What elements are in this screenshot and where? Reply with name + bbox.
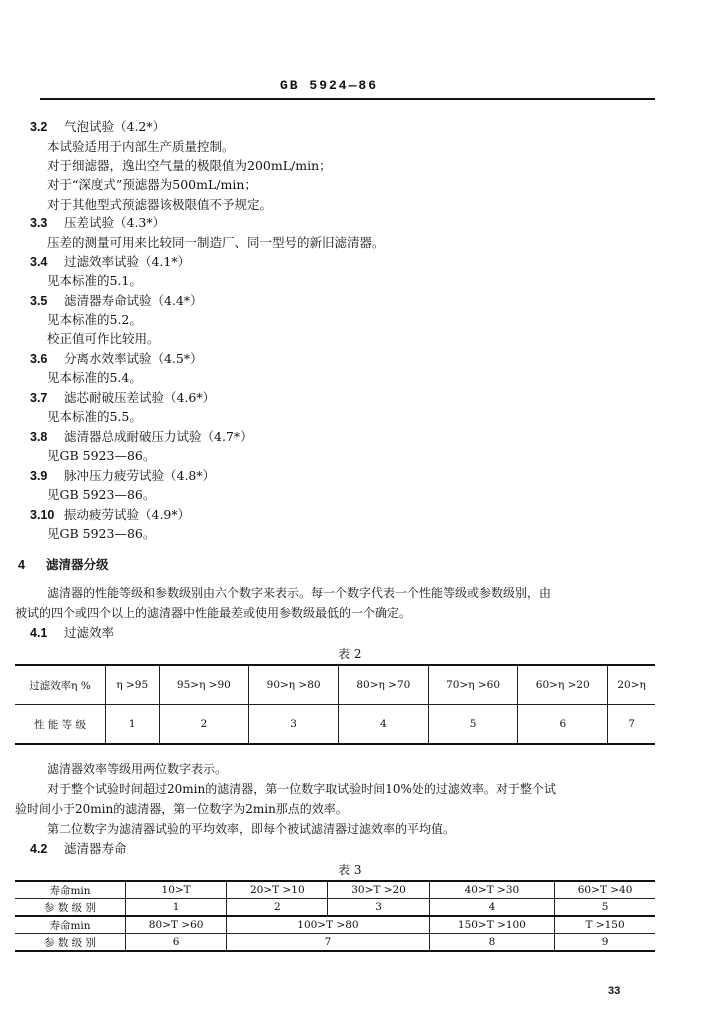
section-3-8-heading <box>30 427 253 445</box>
row-header: 寿命min <box>15 916 126 934</box>
paragraph-line: 滤清器的性能等级和参数级别由六个数字来表示。每一个数字代表一个性能等级或参数级别，由 <box>47 586 552 600</box>
page-number: 33 <box>608 985 621 997</box>
section-number: 3.9 <box>30 469 48 483</box>
paragraph-line: 见本标准的5.4。 <box>47 370 142 385</box>
table-cell: 1 <box>126 899 227 917</box>
paragraph-line: 本试验适用于内部生产质量控制。 <box>47 139 235 154</box>
section-title: 脉冲压力疲劳试验（4.8*） <box>64 468 216 483</box>
section-3-3-heading <box>30 213 165 231</box>
row-header: 参 数 级 别 <box>15 934 126 952</box>
section-number: 3.5 <box>30 294 48 308</box>
section-number: 4.2 <box>30 842 48 856</box>
row-header: 过滤效率η % <box>15 665 106 705</box>
table-row <box>15 934 655 952</box>
paragraph-line: 校正值可作比较用。 <box>47 331 160 346</box>
section-4-1-heading <box>30 623 114 641</box>
section-3-4-heading <box>30 252 190 270</box>
table-row <box>15 881 655 899</box>
table-cell: η >95 <box>106 665 160 705</box>
page-header: GB 5924—86 <box>280 78 379 93</box>
section-number: 4.1 <box>30 626 48 640</box>
table-row <box>15 665 655 705</box>
table-cell: 6 <box>126 934 227 952</box>
section-title: 分离水效率试验（4.5*） <box>64 351 203 366</box>
header-rule <box>40 98 655 100</box>
row-header: 寿命min <box>15 881 126 899</box>
table-cell: 7 <box>227 934 429 952</box>
table-row <box>15 705 655 745</box>
table-cell: 40>T >30 <box>429 881 555 899</box>
section-number: 3.7 <box>30 391 48 405</box>
life-table <box>15 880 655 952</box>
section-title: 滤清器总成耐破压力试验（4.7*） <box>64 429 253 444</box>
table-cell: 2 <box>159 705 249 745</box>
efficiency-table <box>15 664 655 745</box>
section-number: 3.6 <box>30 352 48 366</box>
table-caption: 表 3 <box>338 863 362 877</box>
table-cell: 100>T >80 <box>227 916 429 934</box>
table-cell: 4 <box>429 899 555 917</box>
table-row <box>15 916 655 934</box>
paragraph-line: 验时间小于20min的滤清器，第一位数字为2min那点的效率。 <box>15 802 348 816</box>
paragraph-line: 对于细滤器，逸出空气量的极限值为200mL/min； <box>47 158 332 173</box>
table-cell: 8 <box>429 934 555 952</box>
section-title: 滤清器分级 <box>46 557 109 572</box>
paragraph-line: 对于其他型式预滤器该极限值不予规定。 <box>47 197 273 212</box>
table-cell: 3 <box>249 705 339 745</box>
table-cell: 60>T >40 <box>555 881 655 899</box>
section-title: 气泡试验（4.2*） <box>64 119 166 134</box>
paragraph-line: 第二位数字为滤清器试验的平均效率，即每个被试滤清器过滤效率的平均值。 <box>47 822 456 836</box>
paragraph-line: 压差的测量可用来比较同一制造厂、同一型号的新旧滤清器。 <box>47 235 385 250</box>
table-cell: 2 <box>227 899 328 917</box>
table-cell: 30>T >20 <box>328 881 429 899</box>
table-cell: 4 <box>338 705 428 745</box>
table-cell: 6 <box>518 705 608 745</box>
paragraph-line: 对于整个试验时间超过20min的滤清器，第一位数字取试验时间10%处的过滤效率。对于整个试 <box>47 782 556 796</box>
paragraph-line: 见本标准的5.1。 <box>47 273 142 288</box>
section-3-7-heading <box>30 388 215 406</box>
table-cell: 80>T >60 <box>126 916 227 934</box>
section-4-2-heading <box>30 839 127 857</box>
table-cell: 70>η >60 <box>428 665 518 705</box>
section-3-6-heading <box>30 349 203 367</box>
table-cell: 3 <box>328 899 429 917</box>
paragraph-line: 被试的四个或四个以上的滤清器中性能最差或使用参数级最低的一个确定。 <box>15 606 412 620</box>
paragraph-line: 见GB 5923—86。 <box>47 448 156 463</box>
section-title: 过滤效率 <box>64 625 115 640</box>
section-number: 3.4 <box>30 255 48 269</box>
section-title: 滤清器寿命试验（4.4*） <box>64 293 203 308</box>
section-number: 3.3 <box>30 216 48 230</box>
row-header: 性 能 等 级 <box>15 705 106 745</box>
table-cell: 80>η >70 <box>338 665 428 705</box>
section-number: 3.8 <box>30 430 48 444</box>
table-cell: 20>η <box>608 665 655 705</box>
table-cell: 1 <box>106 705 160 745</box>
paragraph-line: 见GB 5923—86。 <box>47 526 156 541</box>
section-number: 3.10 <box>30 508 55 522</box>
table-cell: 95>η >90 <box>159 665 249 705</box>
section-number: 3.2 <box>30 120 48 134</box>
table-cell: 90>η >80 <box>249 665 339 705</box>
section-3-5-heading <box>30 291 203 309</box>
paragraph-line: 滤清器效率等级用两位数字表示。 <box>47 762 228 776</box>
table-cell: T >150 <box>555 916 655 934</box>
paragraph-line: 见GB 5923—86。 <box>47 487 156 502</box>
table-cell: 9 <box>555 934 655 952</box>
table-row <box>15 899 655 917</box>
paragraph-line: 对于“深度式”预滤器为500mL/min； <box>47 177 257 192</box>
section-title: 压差试验（4.3*） <box>64 215 166 230</box>
section-title: 过滤效率试验（4.1*） <box>64 254 191 269</box>
row-header: 参 数 级 别 <box>15 899 126 917</box>
table-cell: 5 <box>428 705 518 745</box>
section-number: 4 <box>18 558 25 572</box>
section-3-2-heading <box>30 117 165 135</box>
section-title: 振动疲劳试验（4.9*） <box>64 507 191 522</box>
table-cell: 7 <box>608 705 655 745</box>
section-4-heading <box>18 555 109 573</box>
paragraph-line: 见本标准的5.5。 <box>47 409 142 424</box>
table-caption: 表 2 <box>338 647 362 661</box>
section-3-10-heading <box>30 505 190 523</box>
table-cell: 20>T >10 <box>227 881 328 899</box>
paragraph-line: 见本标准的5.2。 <box>47 312 142 327</box>
table-cell: 60>η >20 <box>518 665 608 705</box>
table-cell: 150>T >100 <box>429 916 555 934</box>
section-title: 滤芯耐破压差试验（4.6*） <box>64 390 216 405</box>
table-cell: 10>T <box>126 881 227 899</box>
section-title: 滤清器寿命 <box>64 841 127 856</box>
section-3-9-heading <box>30 466 215 484</box>
table-cell: 5 <box>555 899 655 917</box>
